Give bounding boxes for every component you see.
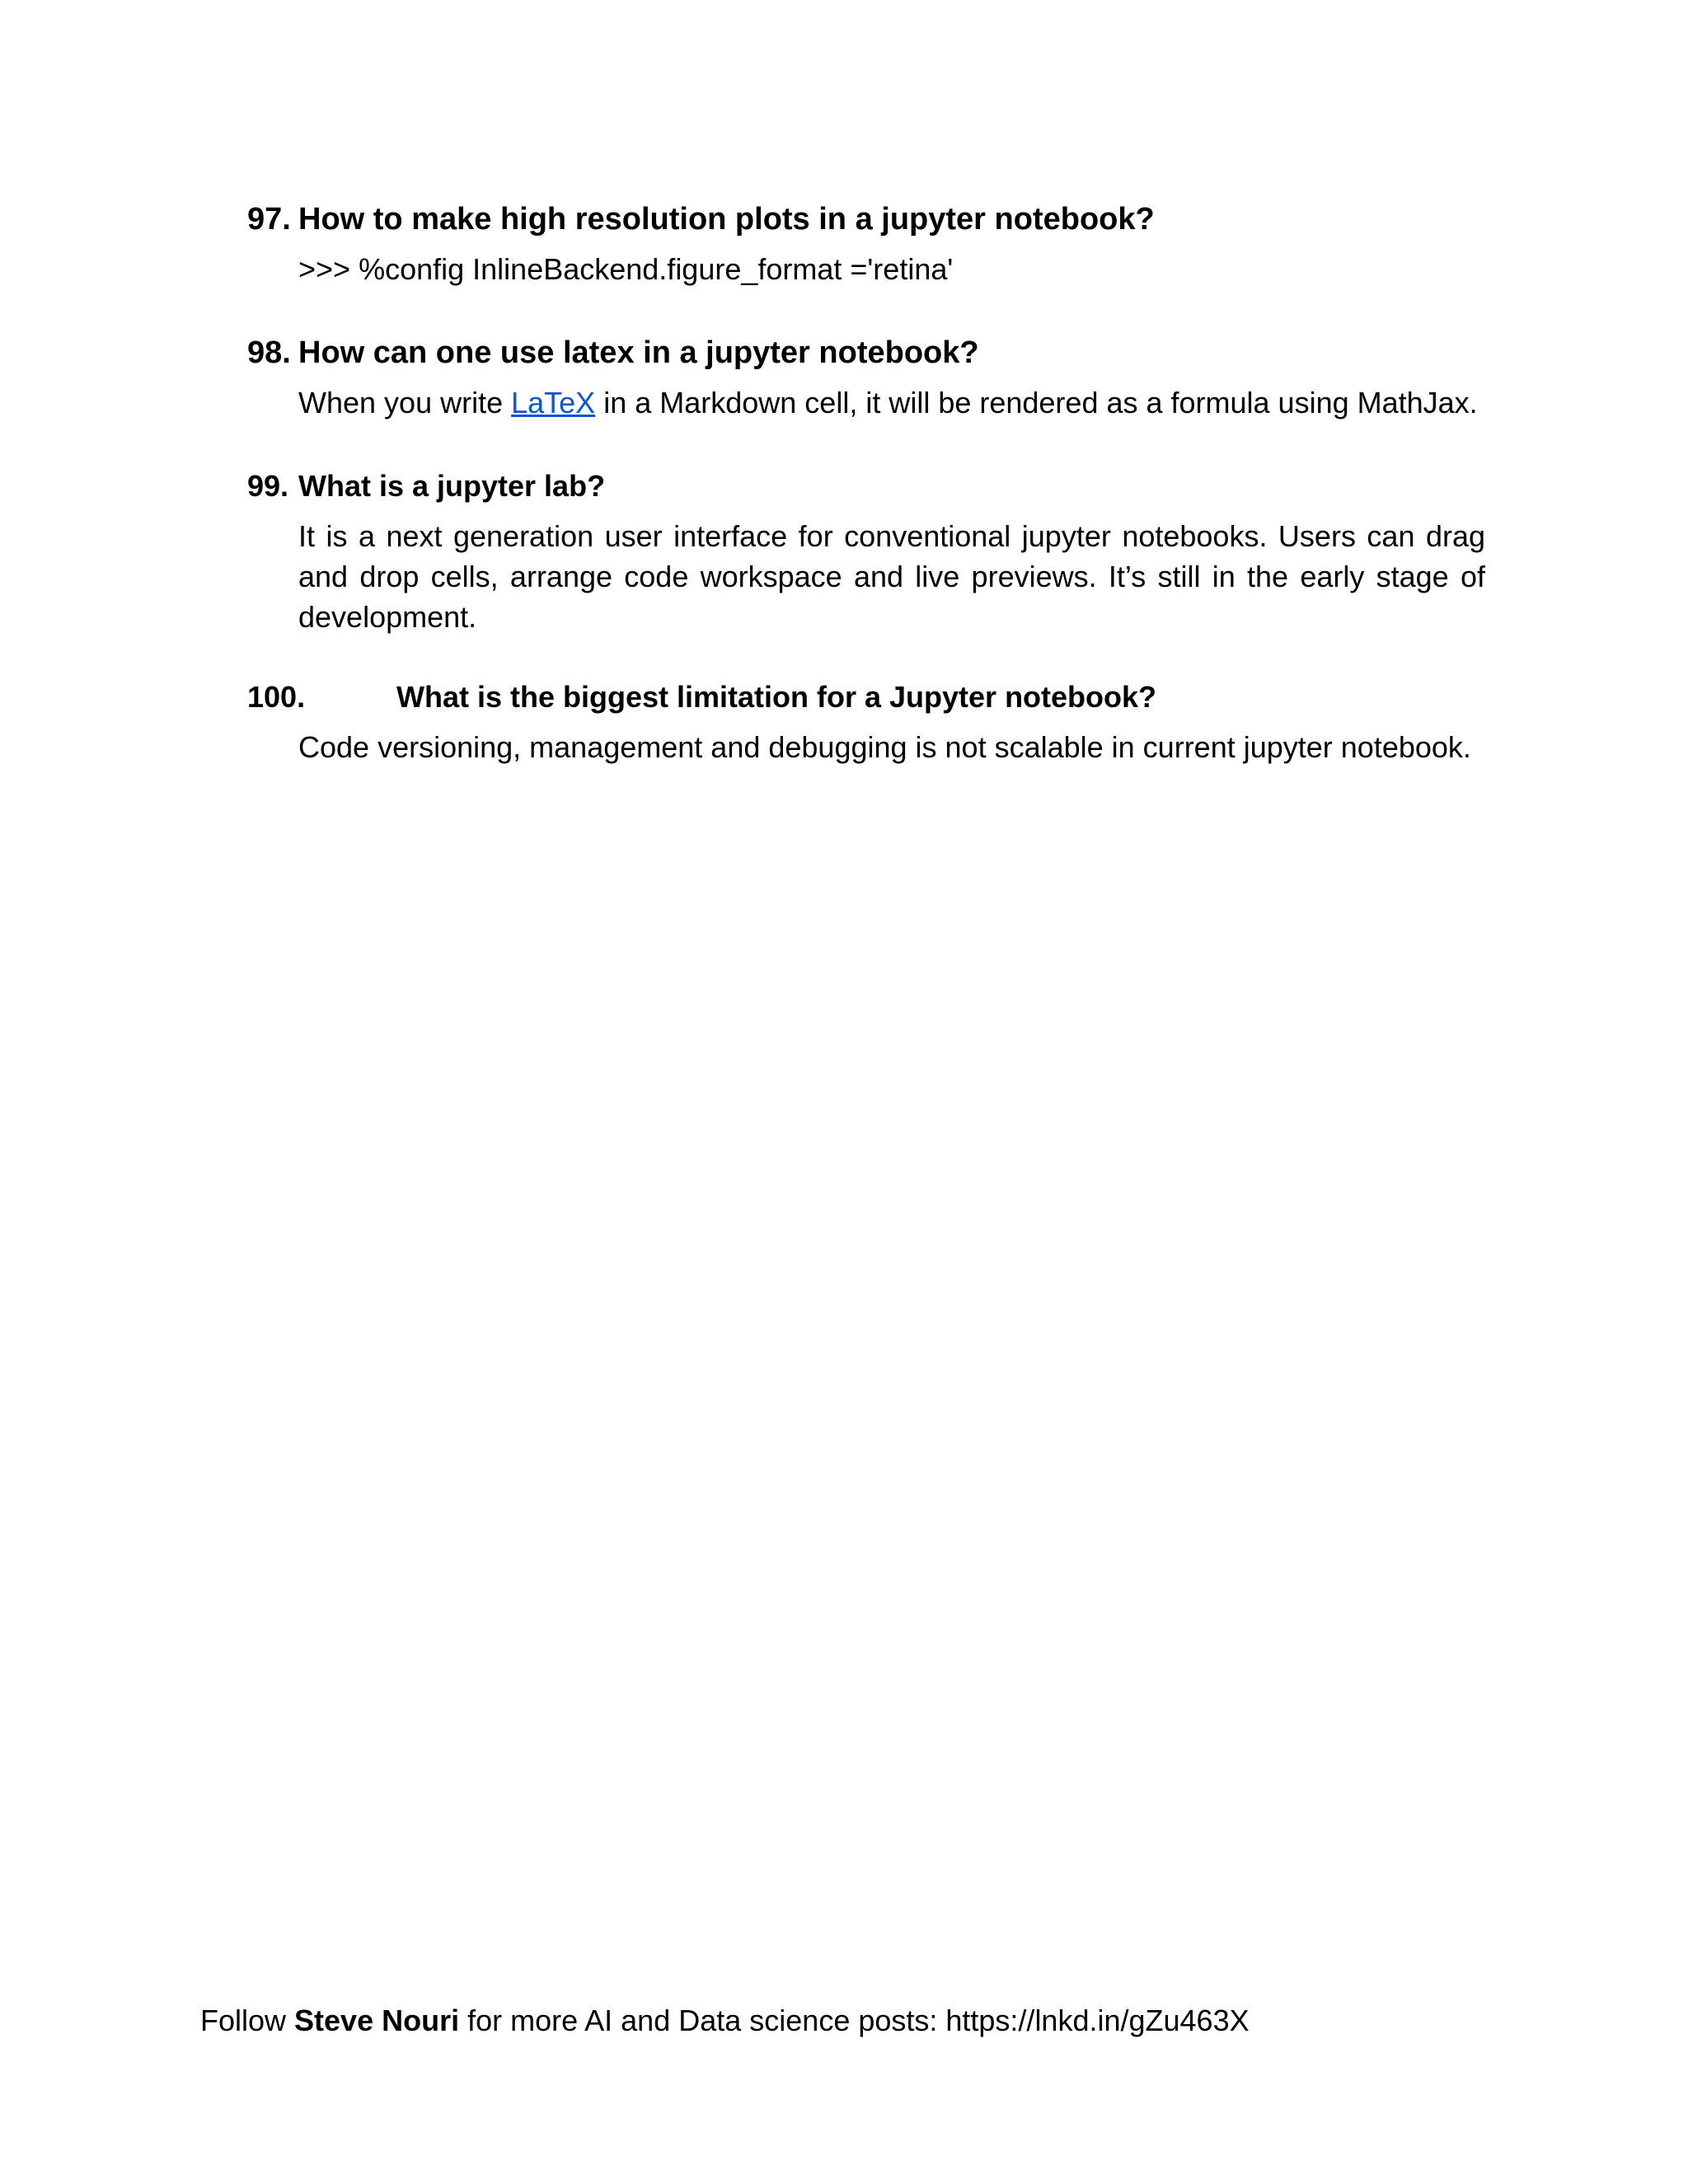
question-heading (247, 677, 1484, 717)
footer-suffix: for more AI and Data science posts: https://lnkd.in/gZu463X (459, 2004, 1250, 2037)
question-title: What is a jupyter lab? (298, 469, 606, 503)
question-number: 98. (247, 335, 291, 370)
question-heading (247, 333, 1484, 373)
question-98 (247, 333, 1484, 423)
question-number: 97. (247, 202, 291, 237)
question-100 (247, 677, 1484, 767)
answer-text: It is a next generation user interface for conventional jupyter notebooks. Users can drag and drop cells, arrange code workspace and live previews. It’s still in the early stage of development. (298, 519, 1485, 634)
question-title: How to make high resolution plots in a jupyter notebook? (298, 202, 1155, 237)
question-97 (247, 199, 1484, 289)
question-heading (247, 466, 1484, 506)
answer-text-before-link: When you write (298, 386, 512, 419)
question-title: How can one use latex in a jupyter notebook? (298, 335, 979, 370)
footer-prefix: Follow (200, 2004, 295, 2037)
answer-text: >>> %config InlineBackend.figure_format ='retina' (298, 252, 954, 286)
question-heading (247, 199, 1484, 239)
question-99 (247, 466, 1484, 637)
answer-text (298, 382, 1485, 423)
answer-text-after-link: in a Markdown cell, it will be rendered as a formula using MathJax. (595, 386, 1478, 419)
author-name: Steve Nouri (294, 2004, 460, 2037)
question-number: 99. (247, 469, 289, 503)
question-number: 100. (247, 680, 306, 714)
footer-note (200, 2001, 1250, 2041)
question-title: What is the biggest limitation for a Jupyter notebook? (396, 680, 1157, 714)
latex-link[interactable]: LaTeX (511, 386, 596, 419)
answer-text: Code versioning, management and debugging is not scalable in current jupyter notebook. (298, 730, 1471, 764)
